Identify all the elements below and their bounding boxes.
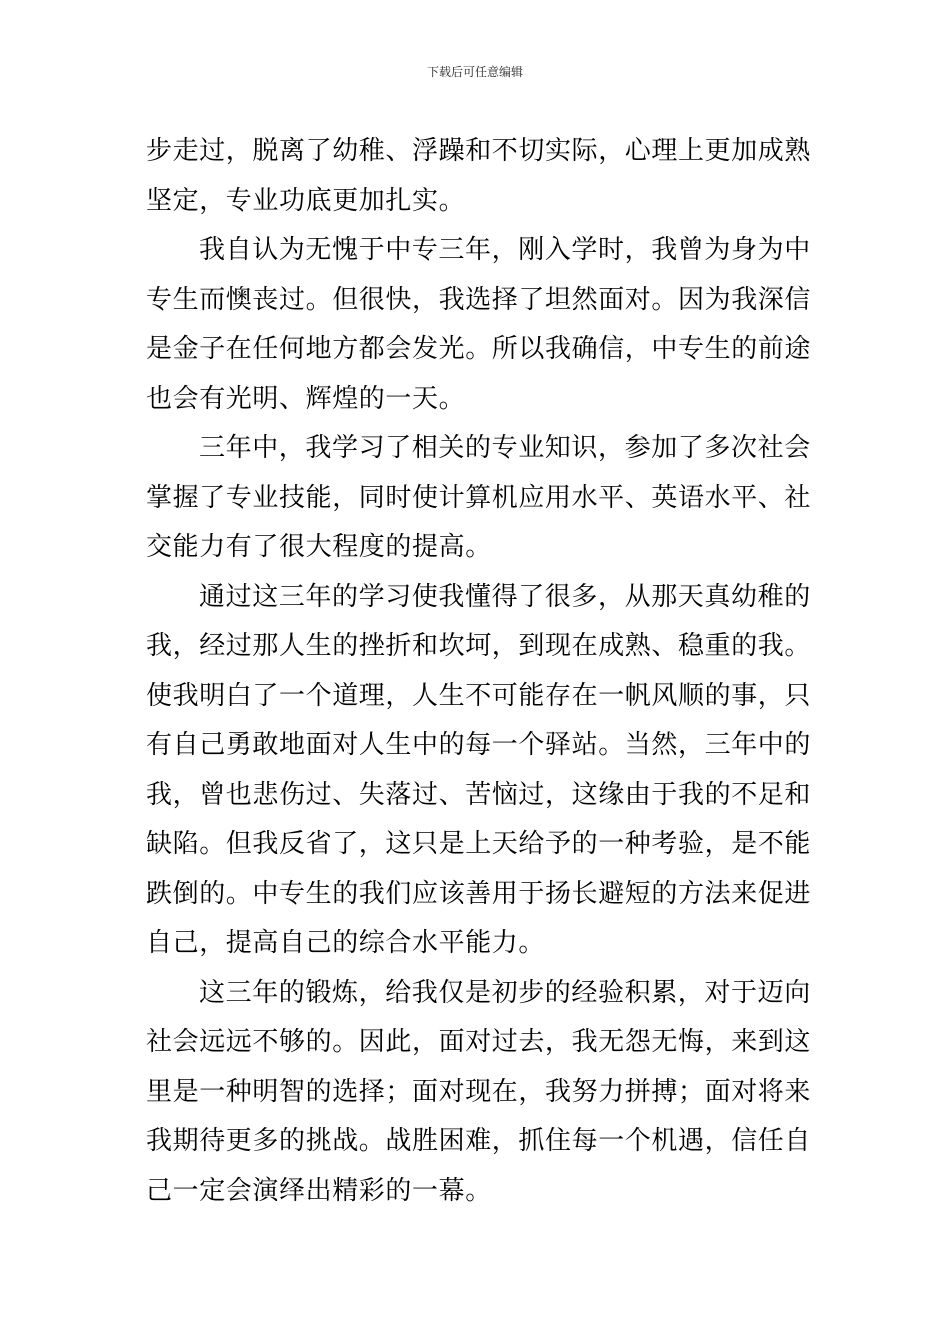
paragraph-first-line: 通过这三年的学习使我懂得了很多，从那天真幼稚的 [199, 581, 811, 612]
paragraph-line: 步走过，脱离了幼稚、浮躁和不切实际，心理上更加成熟 [146, 136, 812, 166]
paragraph-line: 里是一种明智的选择；面对现在，我努力拼搏；面对将来 [146, 1076, 812, 1107]
page-header: 下载后可任意编辑 [426, 65, 523, 79]
paragraph-line: 我，经过那人生的挫折和坎坷，到现在成熟、稳重的我。 [146, 631, 812, 661]
document-body [146, 127, 812, 1216]
paragraph-line: 使我明白了一个道理，人生不可能存在一帆风顺的事，只 [146, 680, 812, 711]
paragraph-line: 己一定会演绎出精彩的一幕。 [146, 1175, 492, 1206]
paragraph-line: 社会远远不够的。因此，面对过去，我无怨无悔，来到这 [146, 1027, 812, 1057]
paragraph-line: 交能力有了很大程度的提高。 [146, 532, 492, 562]
paragraph-first-line: 我自认为无愧于中专三年，刚入学时，我曾为身为中 [199, 235, 811, 265]
paragraph-first-line: 三年中，我学习了相关的专业知识，参加了多次社会 [199, 433, 811, 463]
paragraph-line: 自己，提高自己的综合水平能力。 [146, 928, 546, 958]
paragraph-line: 专生而懊丧过。但很快，我选择了坦然面对。因为我深信 [146, 284, 812, 315]
paragraph-line: 掌握了专业技能，同时使计算机应用水平、英语水平、社 [146, 482, 812, 513]
paragraph-line: 是金子在任何地方都会发光。所以我确信，中专生的前途 [146, 334, 812, 364]
paragraph-line: 有自己勇敢地面对人生中的每一个驿站。当然，三年中的 [146, 730, 812, 760]
paragraph-line: 缺陷。但我反省了，这只是上天给予的一种考验，是不能 [146, 829, 812, 859]
paragraph-line: 跌倒的。中专生的我们应该善用于扬长避短的方法来促进 [146, 878, 812, 909]
paragraph-line: 我，曾也悲伤过、失落过、苦恼过，这缘由于我的不足和 [146, 779, 812, 810]
paragraph-line: 我期待更多的挑战。战胜困难，抓住每一个机遇，信任自 [146, 1126, 812, 1156]
paragraph-line: 也会有光明、辉煌的一天。 [146, 383, 466, 414]
paragraph-first-line: 这三年的锻炼，给我仅是初步的经验积累，对于迈向 [199, 977, 811, 1008]
paragraph-line: 坚定，专业功底更加扎实。 [146, 185, 466, 216]
